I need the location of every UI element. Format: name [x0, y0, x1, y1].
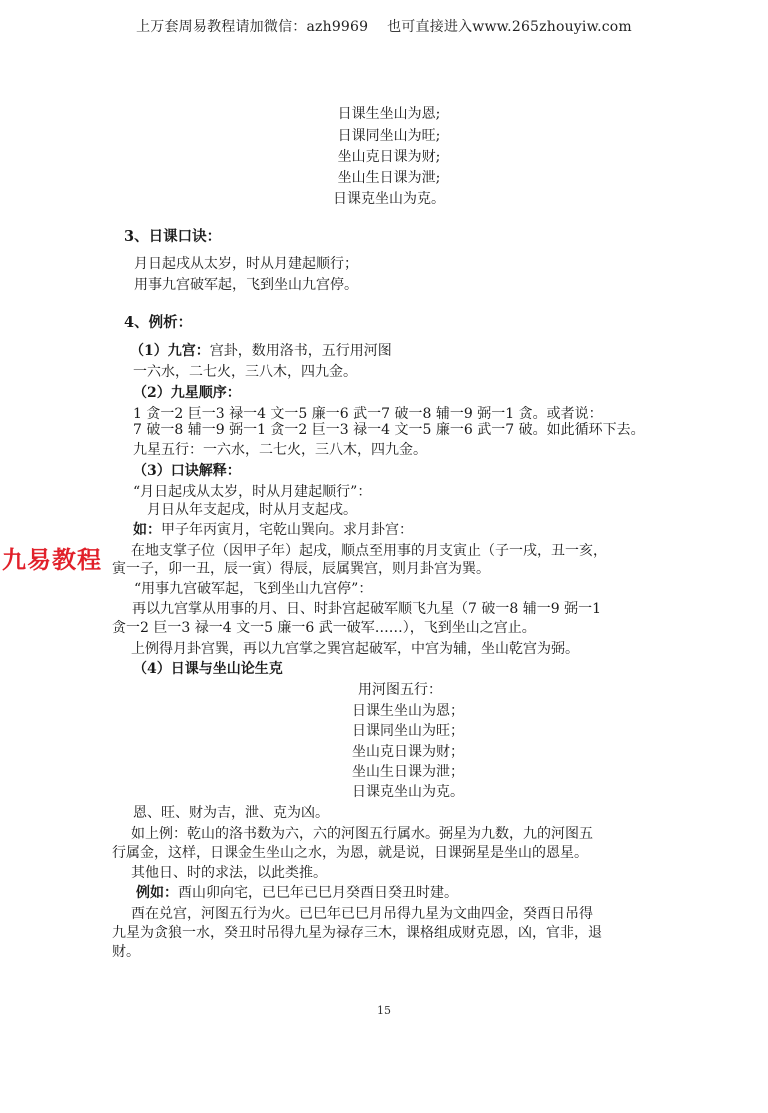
p3-para-2a: 再以九宫掌从用事的月、日、时卦宫起破军顺飞九星（7 破一8 辅一9 弼一1: [132, 601, 601, 617]
p3-explain-1: 月日从年支起戌，时从月支起戌。: [147, 502, 357, 518]
p3-label: （3）口诀解释：: [133, 463, 241, 479]
p4-rule-4: 坐山生日课为泄；: [352, 764, 464, 780]
watermark-logo: 九易教程: [2, 546, 102, 574]
p2-label: （2）九星顺序：: [133, 385, 241, 401]
p4-label: （4）日课与坐山论生克: [133, 661, 283, 677]
p3-quote-1: “月日起戌从太岁，时从月建起顺行”：: [133, 484, 372, 500]
p4-after-2a: 如上例：乾山的洛书数为六，六的河图五行属水。弼星为九数，九的河图五: [131, 826, 593, 842]
p4-rule-5: 日课克坐山为克。: [352, 784, 464, 800]
p4-final-b: 九星为贪狼一水，癸丑时吊得九星为禄存三木，课格组成财克恩，凶，官非，退: [112, 925, 602, 941]
p1-text: 宫卦，数用洛书，五行用河图: [209, 343, 392, 359]
p4-after-2b: 行属金，这样，日课金生坐山之水，为恩，就是说，日课弼星是坐山的恩星。: [112, 845, 588, 861]
p4-example-2: [136, 883, 458, 903]
p4-after-1: 恩、旺、财为吉，泄、克为凶。: [133, 805, 329, 821]
p4-rule-3: 坐山克日课为财；: [352, 744, 464, 760]
top-rule-2: 日课同坐山为旺;: [337, 128, 441, 144]
page-number: 15: [377, 1004, 391, 1017]
p4-example-2-text: 酉山卯向宅，已巳年已巳月癸酉日癸丑时建。: [178, 885, 458, 901]
section-4-heading: 4、例析：: [124, 314, 193, 331]
section-3-line-1: 月日起戌从太岁，时从月建起顺行；: [134, 256, 358, 272]
p3-para-3: 上例得月卦宫巽，再以九宫掌之巽宫起破军，中宫为辅，坐山乾宫为弼。: [131, 641, 579, 657]
top-rule-5: 日课克坐山为克。: [333, 191, 445, 207]
p4-rule-1: 日课生坐山为恩；: [352, 703, 464, 719]
p1-label: （1）九宫：: [130, 343, 210, 359]
section-3-heading: 3、日课口诀：: [124, 228, 222, 245]
section-3-line-2: 用事九宫破军起，飞到坐山九宫停。: [134, 277, 358, 293]
p3-example: [133, 520, 413, 540]
header-banner: 上万套周易教程请加微信：azh9969 也可直接进入www.265zhouyiw.com: [136, 19, 632, 35]
p3-para-1b: 寅一子，卯一丑，辰一寅）得辰，辰属巽宫，则月卦宫为巽。: [112, 561, 490, 577]
p4-rule-2: 日课同坐山为旺；: [352, 723, 464, 739]
top-rule-3: 坐山克日课为财;: [337, 149, 441, 165]
p4-final-a: 酉在兑宫，河图五行为火。已巳年已巳月吊得九星为文曲四金，癸酉日吊得: [131, 906, 593, 922]
p2-line-3: 九星五行：一六水，二七火，三八木，四九金。: [133, 442, 427, 458]
p4-final-c: 财。: [112, 944, 140, 960]
p3-para-2b: 贪一2 巨一3 禄一4 文一5 廉一6 武一破军……），飞到坐山之宫止。: [112, 620, 536, 636]
p1-line-1: [130, 341, 392, 361]
p4-example-2-label: 例如：: [136, 885, 178, 901]
top-rule-4: 坐山生日课为泄;: [337, 170, 441, 186]
p4-intro: 用河图五行：: [358, 682, 442, 698]
p3-example-label: 如：: [133, 522, 161, 538]
p3-example-text: 甲子年丙寅月，宅乾山巽向。求月卦宫：: [161, 522, 413, 538]
p2-line-2: 7 破一8 辅一9 弼一1 贪一2 巨一3 禄一4 文一5 廉一6 武一7 破。如此循环下去。: [133, 422, 645, 438]
p3-para-1a: 在地支掌子位（因甲子年）起戌，顺点至用事的月支寅止（子一戌，丑一亥，: [131, 543, 607, 559]
p1-line-2: 一六水，二七火，三八木，四九金。: [133, 364, 357, 380]
p4-after-3: 其他日、时的求法，以此类推。: [131, 865, 327, 881]
top-rule-1: 日课生坐山为恩;: [337, 106, 441, 122]
p3-quote-2: “用事九宫破军起，飞到坐山九宫停”：: [134, 581, 373, 597]
p2-line-1: 1 贪一2 巨一3 禄一4 文一5 廉一6 武一7 破一8 辅一9 弼一1 贪。或者说：: [133, 406, 603, 422]
